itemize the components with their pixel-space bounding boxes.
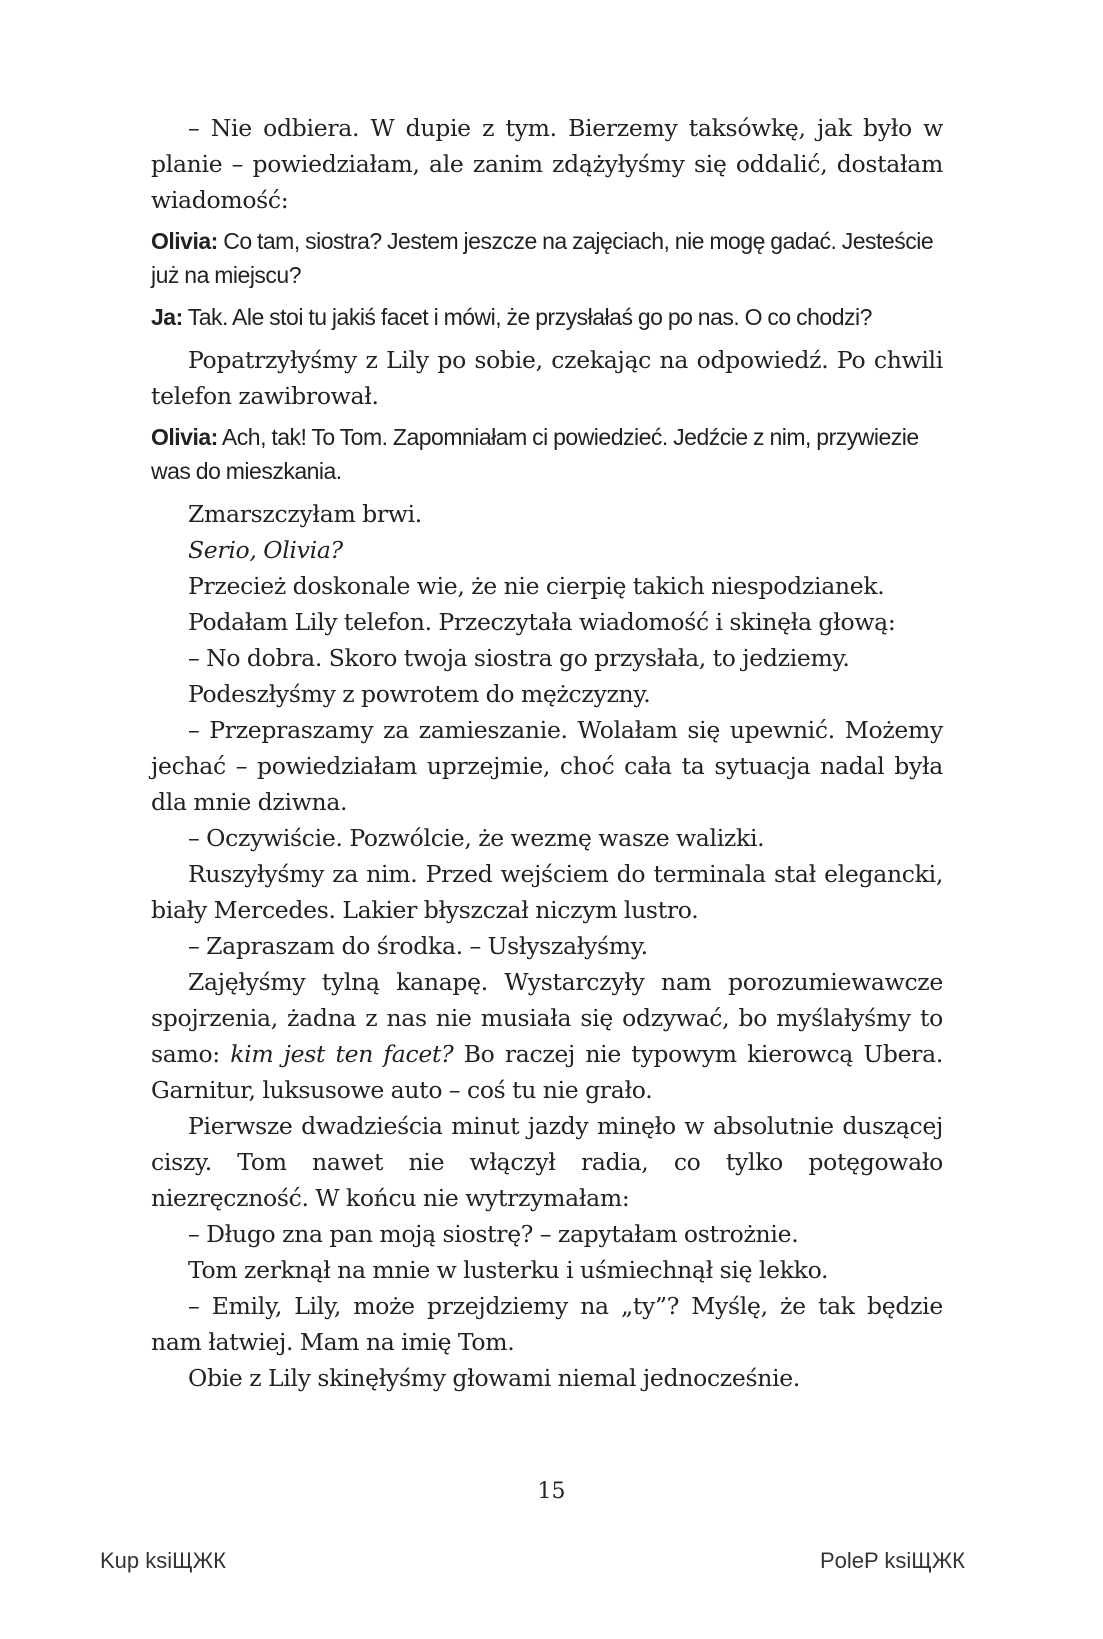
footer-left-link[interactable]: Kup ksiЩЖК xyxy=(100,1548,226,1573)
paragraph-text: Zajęłyśmy tylną kanapę. Wystarczyły nam porozumiewawcze spojrzenia, żadna z nas nie musiała się odzywać, bo myślałyśmy to samo: xyxy=(151,968,943,1068)
chat-sender: Olivia: xyxy=(151,424,218,450)
paragraph: Popatrzyłyśmy z Lily po sobie, czekając na odpowiedź. Po chwili telefon zawibrował. xyxy=(151,346,943,410)
page-number: 15 xyxy=(537,1479,566,1504)
footer-right-link[interactable]: PoleP ksiЩЖК xyxy=(819,1548,965,1573)
paragraph: Ruszyłyśmy za nim. Przed wejściem do terminala stał elegancki, biały Mercedes. Lakier błyszczał niczym lustro. xyxy=(151,860,943,924)
chat-message xyxy=(151,224,943,292)
paragraph-italic: Serio, Olivia? xyxy=(188,536,343,564)
paragraph: Podałam Lily telefon. Przeczytała wiadomość i skinęła głową: xyxy=(188,608,896,636)
paragraph-italic-phrase: kim jest ten facet? xyxy=(230,1040,454,1068)
paragraph: – Przepraszamy za zamieszanie. Wolałam się upewnić. Możemy jechać – powiedziałam uprzejmie, choć cała ta sytuacja nadal była dla mnie dziwna. xyxy=(151,716,943,816)
chat-text: Co tam, siostra? Jestem jeszcze na zajęciach, nie mogę gadać. Jesteście już na miejscu? xyxy=(151,228,934,288)
paragraph: – Oczywiście. Pozwólcie, że wezmę wasze walizki. xyxy=(188,824,765,852)
paragraph: Tom zerknął na mnie w lusterku i uśmiechnął się lekko. xyxy=(188,1256,829,1284)
chat-message xyxy=(151,300,943,334)
chat-sender: Ja: xyxy=(151,304,183,330)
paragraph: Przecież doskonale wie, że nie cierpię takich niespodzianek. xyxy=(188,572,885,600)
chat-text: Ach, tak! To Tom. Zapomniałam ci powiedzieć. Jedźcie z nim, przywiezie was do mieszkania. xyxy=(151,424,919,484)
paragraph-text: Bo raczej nie typowym kierowcą Ubera. Garnitur, luksusowe auto – coś tu nie grało. xyxy=(151,1040,943,1104)
page-body xyxy=(151,110,943,1396)
paragraph: Obie z Lily skinęłyśmy głowami niemal jednocześnie. xyxy=(188,1364,801,1392)
paragraph: – Nie odbiera. W dupie z tym. Bierzemy taksówkę, jak było w planie – powiedziałam, ale zanim zdążyłyśmy się oddalić, dostałam wiadomość: xyxy=(151,114,943,214)
paragraph: Zmarszczyłam brwi. xyxy=(188,500,422,528)
paragraph: – Zapraszam do środka. – Usłyszałyśmy. xyxy=(188,932,648,960)
paragraph: – Długo zna pan moją siostrę? – zapytałam ostrożnie. xyxy=(188,1220,799,1248)
chat-message xyxy=(151,420,943,488)
paragraph xyxy=(151,964,943,1108)
chat-sender: Olivia: xyxy=(151,228,218,254)
paragraph: – Emily, Lily, może przejdziemy na „ty”? Myślę, że tak będzie nam łatwiej. Mam na imię Tom. xyxy=(151,1292,943,1356)
paragraph: Pierwsze dwadzieścia minut jazdy minęło w absolutnie duszącej ciszy. Tom nawet nie włączył radia, co tylko potęgowało niezręczność. W końcu nie wytrzymałam: xyxy=(151,1112,943,1212)
paragraph: Podeszłyśmy z powrotem do mężczyzny. xyxy=(188,680,651,708)
paragraph: – No dobra. Skoro twoja siostra go przysłała, to jedziemy. xyxy=(188,644,850,672)
chat-text: Tak. Ale stoi tu jakiś facet i mówi, że przysłałaś go po nas. O co chodzi? xyxy=(182,304,872,330)
